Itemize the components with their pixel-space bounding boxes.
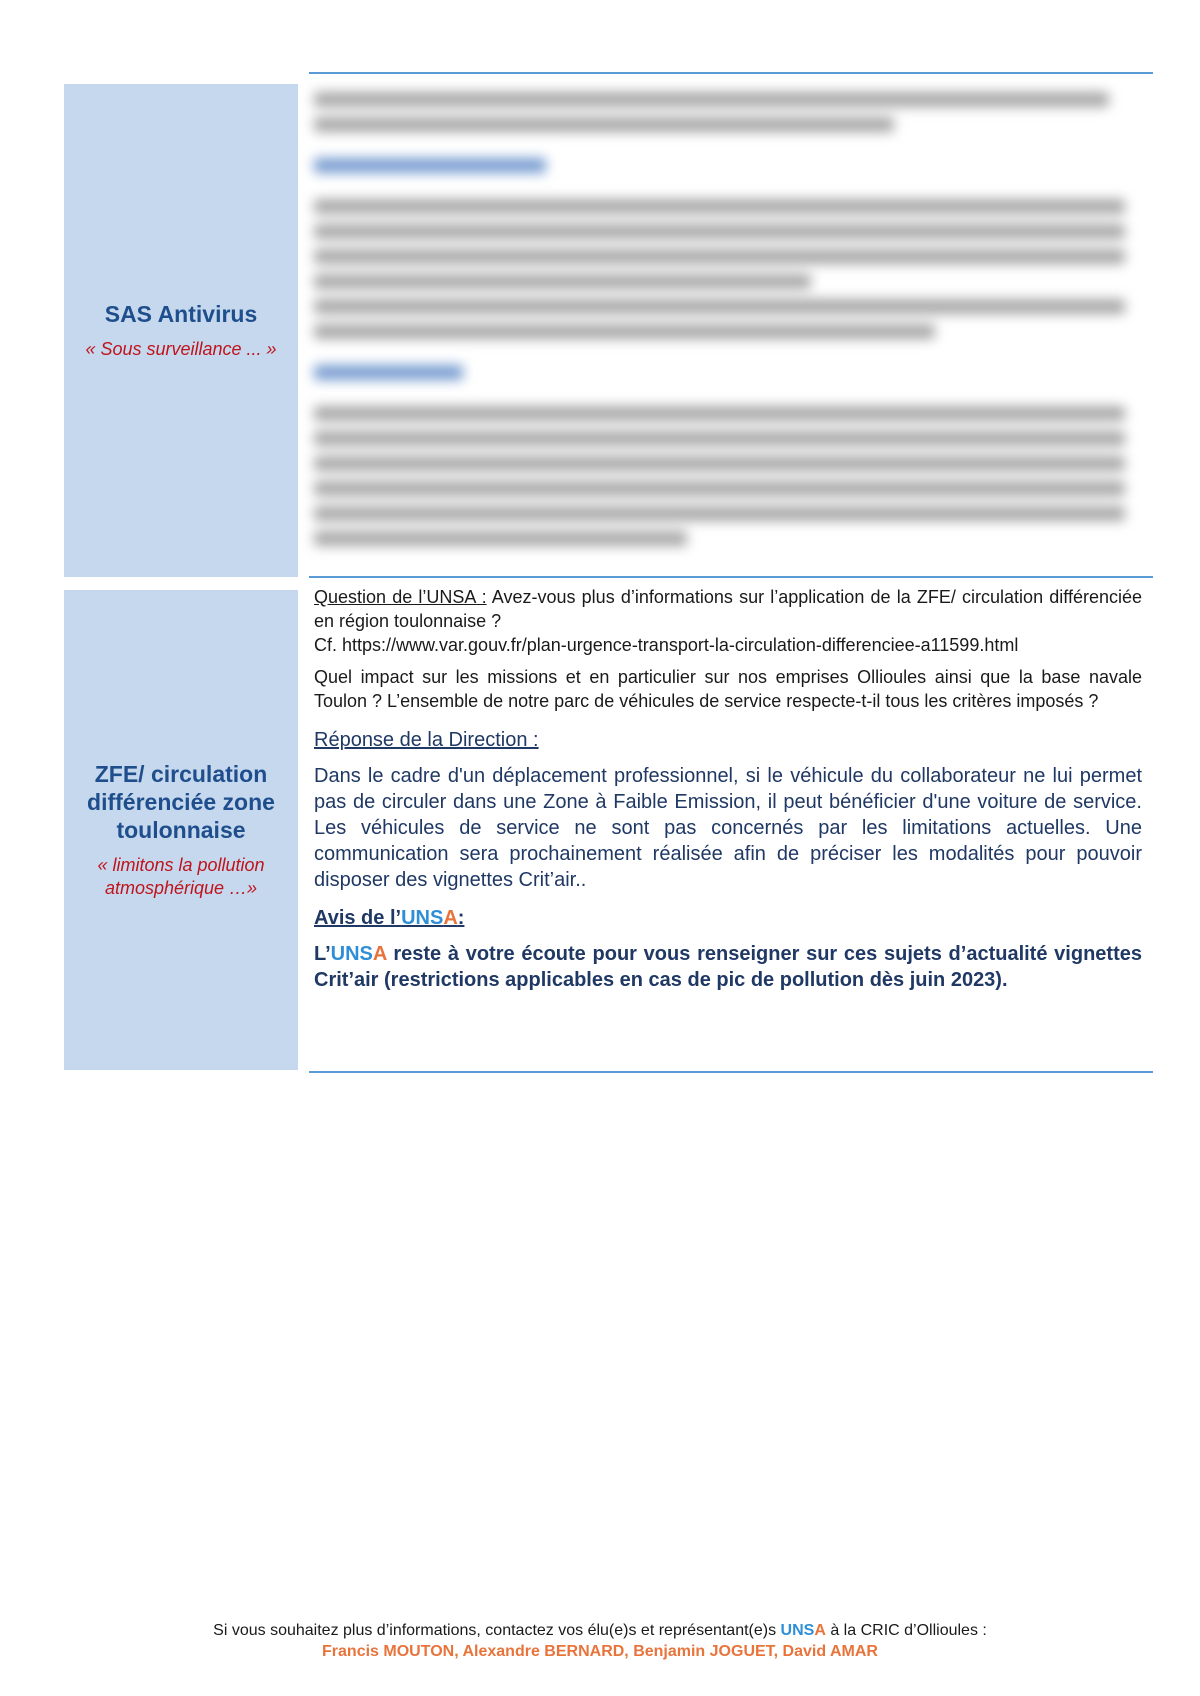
section2-bottom-rule bbox=[309, 1071, 1153, 1073]
footer-names: Francis MOUTON, Alexandre BERNARD, Benjamin JOGUET, David AMAR bbox=[322, 1643, 878, 1660]
section2-title: ZFE/ circulation différenciée zone toulonnaise bbox=[87, 761, 275, 843]
avis-prefix: Avis de l’ bbox=[314, 907, 402, 929]
section1-topic-panel bbox=[64, 84, 298, 577]
unsa-logo-a: A bbox=[372, 943, 387, 965]
avis-text-body: reste à votre écoute pour vous renseigner sur ces sujets d’actualité vignettes Crit’air (restrictions applicables en cas de pic de pollution dès juin 2023). bbox=[314, 943, 1142, 991]
unsa-logo-un: UNS bbox=[330, 943, 373, 965]
section2-topic-panel bbox=[64, 590, 298, 1070]
question-paragraph bbox=[314, 585, 1142, 633]
avis-suffix: : bbox=[457, 907, 465, 929]
question-label: Question de l’UNSA : bbox=[314, 587, 487, 607]
response-text: Dans le cadre d'un déplacement professionnel, si le véhicule du collaborateur ne lui permet pas de circuler dans une Zone à Faible Emission, il peut bénéficier d'une voiture de service. Les véhicules de service ne sont pas concernés par les limitations actuelles. Une communication sera prochainement réalisée afin de préciser les modalités pour pouvoir disposer des vignettes Crit’air.. bbox=[314, 765, 1142, 891]
section2-subtitle: « limitons la pollution atmosphérique …» bbox=[97, 855, 265, 898]
footer-contact-line bbox=[0, 1620, 1200, 1641]
footer-prefix: Si vous souhaitez plus d’informations, contactez vos élu(e)s et représentant(e)s bbox=[213, 1622, 781, 1639]
footer-suffix: à la CRIC d’Ollioules : bbox=[825, 1622, 987, 1639]
section1-title: SAS Antivirus bbox=[104, 301, 258, 327]
section1-redacted-content bbox=[314, 92, 1142, 562]
question-text: Avez-vous plus d’informations sur l’application de la ZFE/ circulation différenciée en région toulonnaise ? bbox=[314, 587, 1142, 631]
section1-top-rule bbox=[309, 72, 1153, 74]
response-label: Réponse de la Direction : bbox=[314, 729, 539, 751]
avis-label bbox=[314, 905, 1142, 931]
section2-top-rule bbox=[309, 576, 1153, 578]
question-paragraph-2: Quel impact sur les missions et en particulier sur nos emprises Ollioules ainsi que la base navale Toulon ? L’ensemble de notre parc de véhicules de service respecte-t-il tous les critères imposés ? bbox=[314, 667, 1142, 711]
reference-link[interactable]: Cf. https://www.var.gouv.fr/plan-urgence-transport-la-circulation-differenciee-a11599.html bbox=[314, 635, 1019, 655]
section1-subtitle: « Sous surveillance ... » bbox=[85, 339, 277, 359]
avis-text bbox=[314, 941, 1142, 993]
footer bbox=[0, 1620, 1200, 1662]
unsa-logo-a: A bbox=[814, 1622, 826, 1639]
unsa-logo-a: A bbox=[443, 907, 458, 929]
unsa-logo-un: UNS bbox=[401, 907, 444, 929]
section2-content bbox=[314, 585, 1142, 993]
unsa-logo-un: UNS bbox=[780, 1622, 815, 1639]
avis-text-prefix: L’ bbox=[314, 943, 331, 965]
